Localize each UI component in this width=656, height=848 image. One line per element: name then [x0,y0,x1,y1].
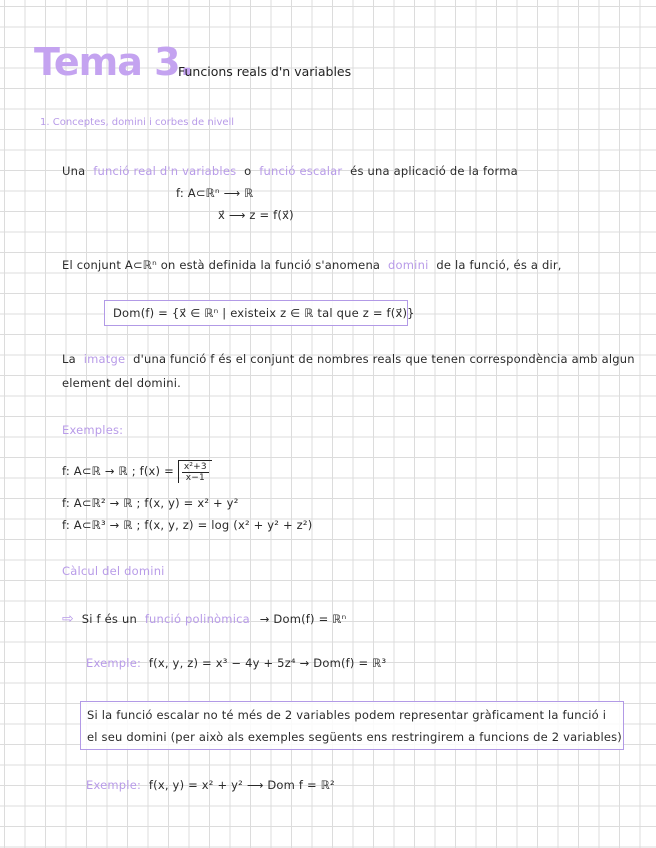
definition-pre: Una [62,164,86,178]
example-label: Exemple: [86,778,142,792]
domain-formula: Dom(f) = {x⃗ ∈ ℝⁿ | existeix z ∈ ℝ tal que z = f(x⃗)} [113,306,415,320]
definition-post: és una aplicació de la forma [350,164,518,178]
image-pre: La [62,352,76,366]
example-label: Exemple: [86,656,142,670]
example-polynomial [86,656,386,670]
term-funcio-real: funció real d'n variables [93,164,237,178]
note-line1: Si la funció escalar no té més de 2 variables podem representar gràficament la funció i [87,708,607,722]
example-2: f: A⊂ℝ² → ℝ ; f(x, y) = x² + y² [62,496,239,510]
formula-map-line2: x⃗ ⟶ z = f(x⃗) [218,208,294,222]
domain-definition-box [104,300,415,326]
sqrt-symbol [178,460,212,483]
note-box [80,701,624,750]
calc-heading: Càlcul del domini [62,564,165,578]
fraction [182,462,209,483]
domain-pre: El conjunt A⊂ℝⁿ on està definida la funció s'anomena [62,258,381,272]
fraction-denominator: x−1 [185,473,205,483]
page-subtitle: Funcions reals d'n variables [178,64,352,79]
polynomial-rule [62,611,346,627]
definition-line [62,164,518,178]
poly-pre: Si f és un [81,612,137,626]
fraction-numerator: x²+3 [183,462,207,472]
arrow-right-icon: ⇨ [62,611,74,627]
poly-post: → Dom(f) = ℝⁿ [259,612,347,626]
domain-paragraph [62,258,562,272]
term-funcio-escalar: funció escalar [259,164,343,178]
examples-heading: Exemples: [62,423,124,437]
section-heading: 1. Conceptes, domini i corbes de nivell [40,117,235,128]
term-domini: domini [388,258,429,272]
term-imatge: imatge [83,352,126,366]
image-paragraph-line1 [62,352,635,366]
image-line1-post: d'una funció f és el conjunt de nombres reals que tenen correspondència amb algun [133,352,635,366]
formula-map-line1: f: A⊂ℝⁿ ⟶ ℝ [176,186,254,200]
example-polynomial-text: f(x, y, z) = x³ − 4y + 5z⁴ → Dom(f) = ℝ³ [148,656,387,670]
example-3: f: A⊂ℝ³ → ℝ ; f(x, y, z) = log (x² + y² + z²) [62,518,313,532]
example-1 [62,460,212,483]
example-last-text: f(x, y) = x² + y² ⟶ Dom f = ℝ² [148,778,335,792]
definition-mid: o [244,164,252,178]
example-1-pre: f: A⊂ℝ → ℝ ; f(x) = [62,464,174,478]
note-line2: el seu domini (per això als exemples següents ens restringirem a funcions de 2 variables) [87,730,622,744]
domain-post: de la funció, és a dir, [436,258,562,272]
image-paragraph-line2: element del domini. [62,376,181,390]
example-last [86,778,335,792]
page-title: Tema 3. [34,40,193,84]
term-funcio-polinomica: funció polinòmica [144,612,250,626]
